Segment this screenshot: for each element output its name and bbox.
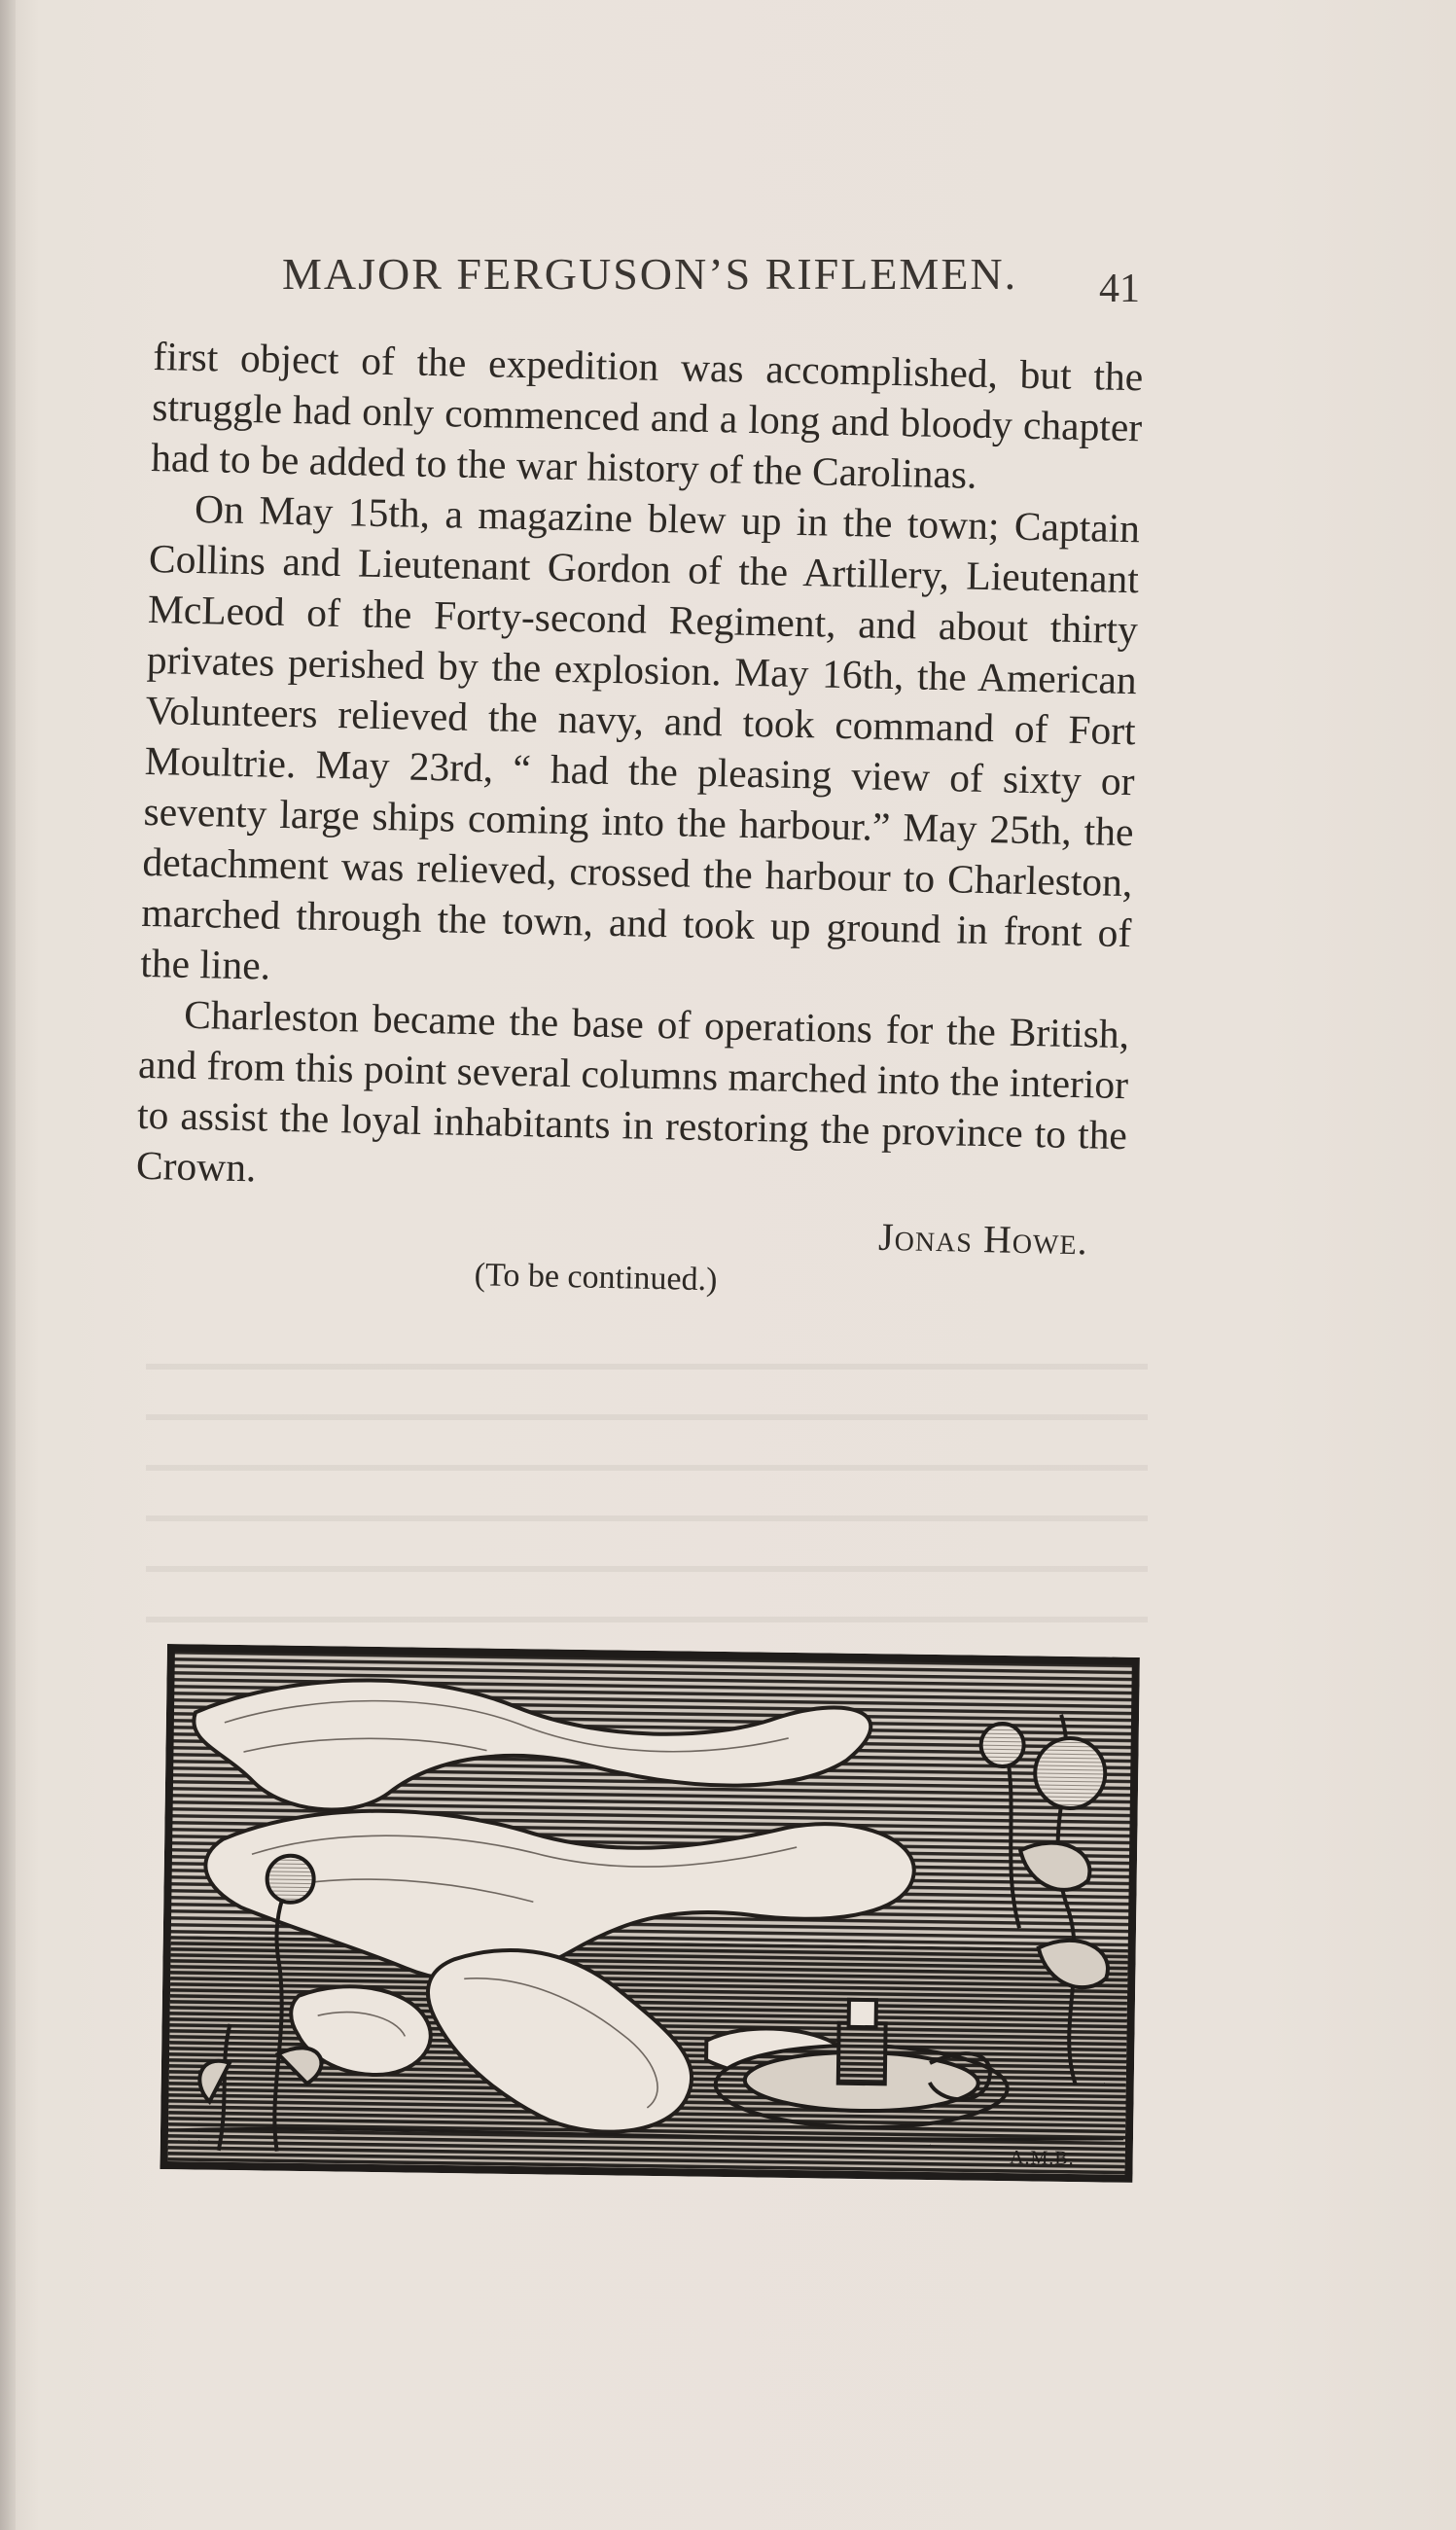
paragraph-1: first object of the expedition was accomplished, but the struggle had only commenced and a long and bloody chapter had to be added to the war history of the Carolinas. [150,333,1144,497]
woodcut-svg [160,1644,1139,2183]
running-title: MAJOR FERGUSON’S RIFLEMEN. [282,249,1018,299]
artist-monogram: A.M.B. [1009,2147,1075,2170]
page-number: 41 [1099,267,1140,311]
paragraph-3: Charleston became the base of operations for the British, and from this point several columns marched into the interior to assist the loyal inhabitants in restoring the province to the Crown. [135,991,1130,1191]
paragraph-2: On May 15th, a magazine blew up in the town; Captain Collins and Lieutenant Gordon of the Artillery, Lieutenant McLeod of the Forty-second Regiment, and about thirty privates perished by the explosion. May 16th, the American Volunteers relieved the navy, and took command of Fort Moultrie. May 23rd, “ had the pleasing view of sixty or seventy large ships coming into the harbour.” May 25th, the detachment was relieved, crossed the harbour to Charleston, marched through the town, and took up ground in front of the line. [139,485,1141,988]
author-signature: Jonas Howe. [877,1214,1089,1264]
running-head [156,248,1167,311]
page-gutter [0,0,16,2530]
woodcut-illustration [160,1644,1139,2183]
continued-note: (To be continued.) [474,1257,718,1299]
show-through-text [146,1342,1148,1624]
article-text [133,331,1143,1310]
